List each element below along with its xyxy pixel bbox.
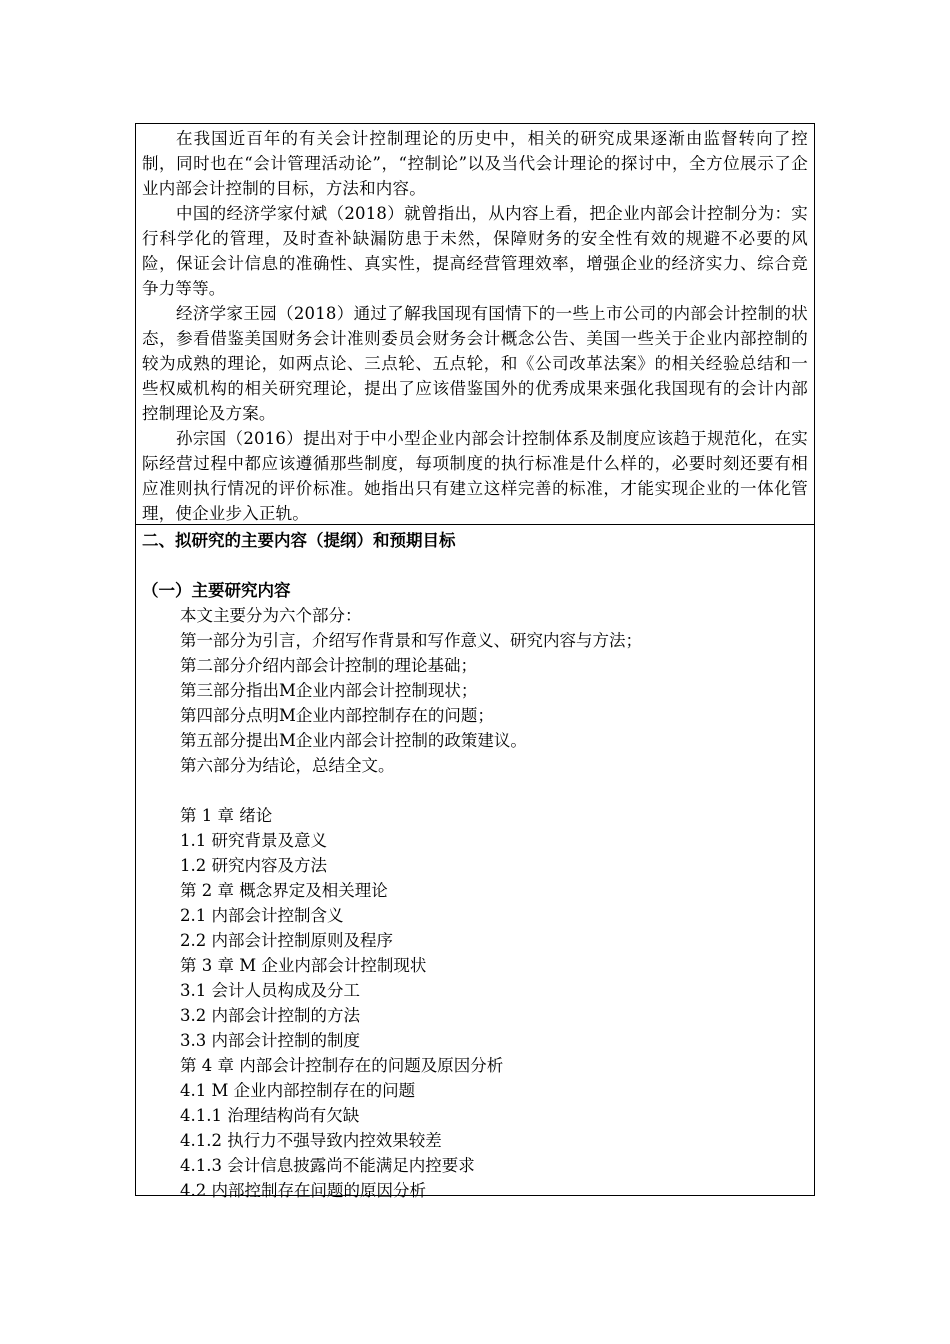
outline-subsection: 4.1.1 治理结构尚有欠缺: [180, 1106, 360, 1125]
outline-section: 4.2 内部控制存在问题的原因分析: [180, 1181, 426, 1200]
outline-section: 3.3 内部会计控制的制度: [180, 1031, 360, 1050]
table-row-divider: [136, 524, 814, 525]
outline-chapter: 第 4 章 内部会计控制存在的问题及原因分析: [180, 1056, 504, 1075]
part-item: 第六部分为结论，总结全文。: [180, 756, 395, 775]
outline-section: 1.2 研究内容及方法: [180, 856, 327, 875]
outline-section: 3.1 会计人员构成及分工: [180, 981, 360, 1000]
part-item: 第一部分为引言，介绍写作背景和写作意义、研究内容与方法；: [180, 631, 642, 650]
review-paragraph: 孙宗国（2016）提出对于中小型企业内部会计控制体系及制度应该趋于规范化，在实际经营过程中都应该遵循那些制度，每项制度的执行标准是什么样的，必要时刻还要有相应准则执行情况的评价标准。她指出只有建立这样完善的标准，才能实现企业的一体化管理，使企业步入正轨。: [142, 429, 808, 523]
subsection-title: （一）主要研究内容: [142, 581, 291, 600]
outline-chapter: 第 1 章 绪论: [180, 806, 273, 825]
outline-chapter: 第 2 章 概念界定及相关理论: [180, 881, 388, 900]
outline-subsection: 4.1.2 执行力不强导致内控效果较差: [180, 1131, 442, 1150]
review-paragraph: 经济学家王园（2018）通过了解我国现有国情下的一些上市公司的内部会计控制的状态，参看借鉴美国财务会计准则委员会财务会计概念公告、美国一些关于企业内部控制的较为成熟的理论，如两点论、三点轮、五点轮，和《公司改革法案》的相关经验总结和一些权威机构的相关研究理论，提出了应该借鉴国外的优秀成果来强化我国现有的会计内部控制理论及方案。: [142, 304, 808, 423]
parts-intro: 本文主要分为六个部分：: [180, 606, 362, 625]
outline-chapter: 第 3 章 M 企业内部会计控制现状: [180, 956, 427, 975]
part-item: 第三部分指出M企业内部会计控制现状；: [180, 681, 478, 700]
research-content-cell: [142, 528, 808, 1203]
outline-section: 2.1 内部会计控制含义: [180, 906, 344, 925]
literature-review-cell: [142, 126, 808, 526]
outline-section: 1.1 研究背景及意义: [180, 831, 327, 850]
review-paragraph: 中国的经济学家付斌（2018）就曾指出，从内容上看，把企业内部会计控制分为：实行科学化的管理，及时查补缺漏防患于未然，保障财务的安全性有效的规避不必要的风险，保证会计信息的准确性、真实性，提高经营管理效率，增强企业的经济实力、综合竞争力等等。: [142, 204, 808, 298]
part-item: 第二部分介绍内部会计控制的理论基础；: [180, 656, 477, 675]
part-item: 第五部分提出M企业内部会计控制的政策建议。: [180, 731, 527, 750]
outline-section: 2.2 内部会计控制原则及程序: [180, 931, 393, 950]
outline-section: 3.2 内部会计控制的方法: [180, 1006, 360, 1025]
section-title: 二、拟研究的主要内容（提纲）和预期目标: [142, 531, 456, 550]
review-paragraph: 在我国近百年的有关会计控制理论的历史中，相关的研究成果逐渐由监督转向了控制，同时也在“会计管理活动论”，“控制论”以及当代会计理论的探讨中，全方位展示了企业内部会计控制的目标，方法和内容。: [142, 129, 808, 198]
outline-subsection: 4.1.3 会计信息披露尚不能满足内控要求: [180, 1156, 475, 1175]
proposal-table: [135, 123, 815, 1200]
part-item: 第四部分点明M企业内部控制存在的问题；: [180, 706, 494, 725]
outline-section: 4.1 M 企业内部控制存在的问题: [180, 1081, 416, 1100]
